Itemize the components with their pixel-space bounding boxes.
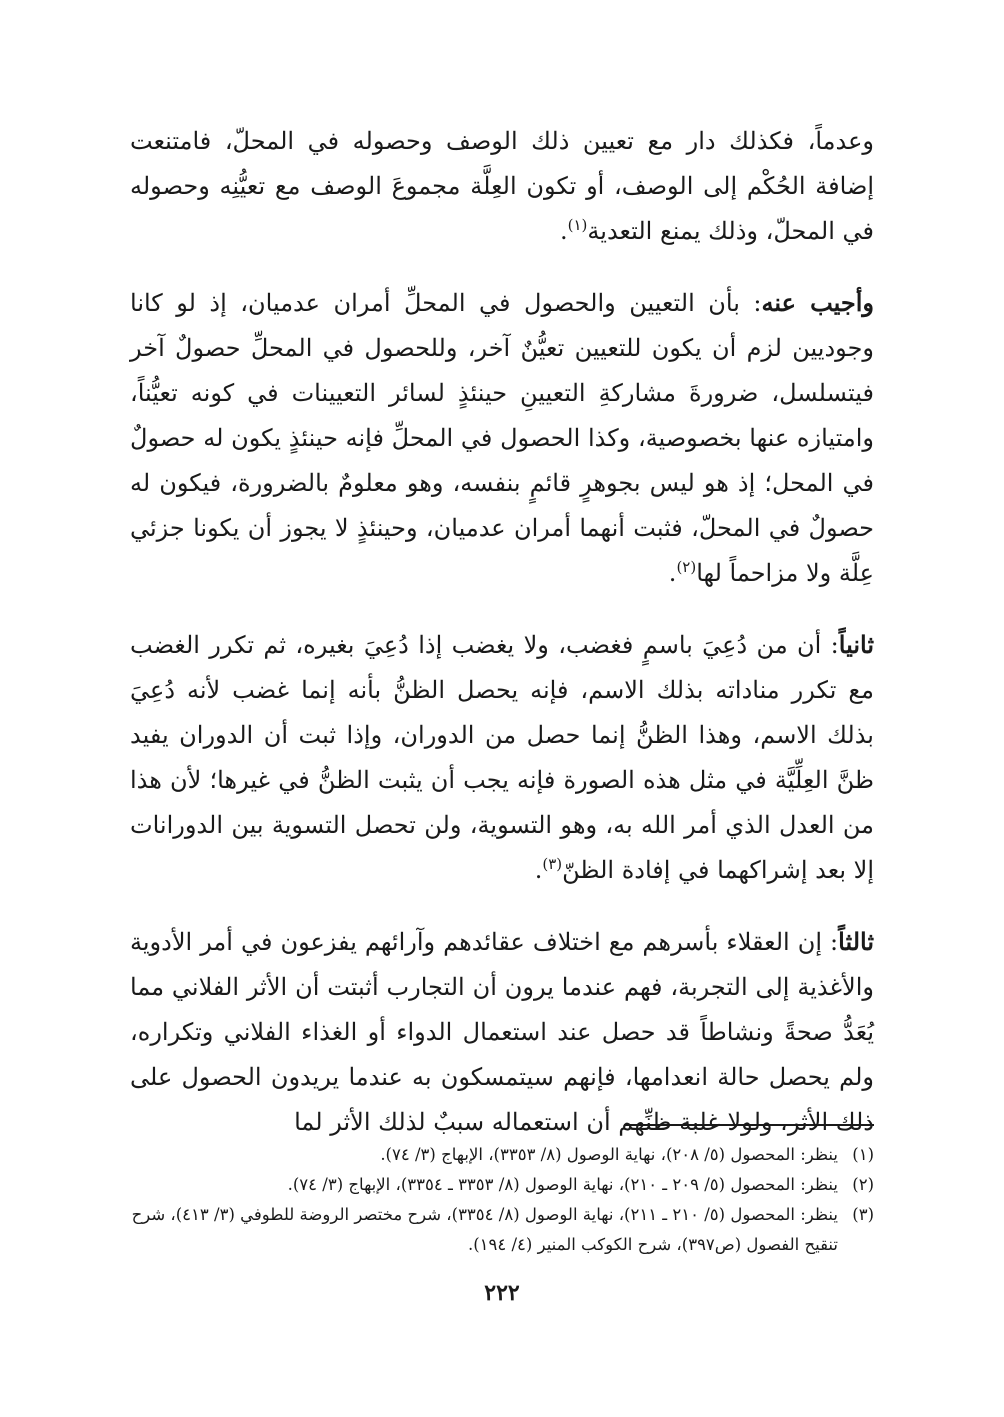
footnotes bbox=[130, 1140, 874, 1260]
paragraph-end: . bbox=[534, 856, 543, 884]
page-number: ٢٢٢ bbox=[484, 1280, 520, 1306]
footnote-reference[interactable]: (٣) bbox=[542, 855, 563, 873]
footnote-number: (٢) bbox=[852, 1175, 874, 1194]
footnote-text: ينظر: المحصول (٥/ ٢١٠ ـ ٢١١)، نهاية الوصول (٨/ ٣٣٥٤)، شرح مختصر الروضة للطوفي (٣/ ٤١٣)، شرح تنقيح الفصول (ص٣٩٧)، شرح الكوكب المنير (٤/ ١٩٤). bbox=[131, 1205, 838, 1254]
paragraph-lead: وأجيب عنه bbox=[761, 288, 875, 317]
footnote-2 bbox=[130, 1170, 874, 1200]
footnote-reference[interactable]: (١) bbox=[567, 216, 588, 234]
paragraph-2 bbox=[130, 280, 874, 596]
footnote-number: (٣) bbox=[852, 1205, 874, 1224]
paragraph-text: : إن العقلاء بأسرهم مع اختلاف عقائدهم وآرائهم يفزعون في أمر الأدوية والأغذية إلى التجربة، فهم عندما يرون أن التجارب أثبتت أن الأثر الفلاني مما يُعَدُّ صحةً ونشاطاً قد حصل عند استعمال الدواء أو الغذاء الفلاني وتكراره، ولم يحصل حالة انعدامها، فإنهم سيتمسكون به عندما يريدون الحصول على ذلك الأثر، ولولا غلبة ظنِّهم أن استعماله سببٌ لذلك الأثر لما bbox=[130, 928, 874, 1136]
paragraph-end: . bbox=[668, 559, 677, 587]
paragraph-1 bbox=[130, 118, 874, 254]
footnote-reference[interactable]: (٢) bbox=[676, 558, 697, 576]
footnote-number: (١) bbox=[852, 1145, 874, 1164]
paragraph-4 bbox=[130, 919, 874, 1145]
footnote-1 bbox=[130, 1140, 874, 1170]
paragraph-text: : أن من دُعِيَ باسمٍ فغضب، ولا يغضب إذا دُعِيَ بغيره، ثم تكرر الغضب مع تكرر مناداته بذلك الاسم، فإنه يحصل الظنُّ بأنه إنما غضب لأنه دُعِيَ بذلك الاسم، وهذا الظنُّ إنما حصل من الدوران، وإذا ثبت أن الدوران يفيد ظنَّ العِلِّيَّة في مثل هذه الصورة فإنه يجب أن يثبت الظنُّ في غيرها؛ لأن هذا من العدل الذي أمر الله به، وهو التسوية، ولن تحصل التسوية بين الدورانات إلا بعد إشراكهما في إفادة الظنّ bbox=[130, 631, 874, 884]
paragraph-lead: ثانياً bbox=[838, 630, 874, 659]
paragraph-3 bbox=[130, 622, 874, 893]
footnote-separator bbox=[624, 1124, 874, 1126]
footnote-3 bbox=[130, 1200, 874, 1260]
body-text bbox=[130, 118, 874, 1171]
footnote-text: ينظر: المحصول (٥/ ٢٠٨)، نهاية الوصول (٨/ ٣٣٥٣)، الإبهاج (٣/ ٧٤). bbox=[380, 1145, 838, 1164]
paragraph-end: . bbox=[559, 217, 568, 245]
paragraph-lead: ثالثاً bbox=[838, 927, 874, 956]
footnote-text: ينظر: المحصول (٥/ ٢٠٩ ـ ٢١٠)، نهاية الوصول (٨/ ٣٣٥٣ ـ ٣٣٥٤)، الإبهاج (٣/ ٧٤). bbox=[287, 1175, 838, 1194]
paragraph-text: : بأن التعيين والحصول في المحلِّ أمران عدميان، إذ لو كانا وجوديين لزم أن يكون للتعيين تعيُّنٌ آخر، وللحصول في المحلِّ حصولٌ آخر فيتسلسل، ضرورةَ مشاركةِ التعيينِ حينئذٍ لسائر التعيينات في كونه تعيُّناً، وامتيازه عنها بخصوصية، وكذا الحصول في المحلِّ فإنه حينئذٍ يكون له حصولٌ في المحل؛ إذ هو ليس بجوهرٍ قائمٍ بنفسه، وهو معلومٌ بالضرورة، فيكون له حصولٌ في المحلّ، فثبت أنهما أمران عدميان، وحينئذٍ لا يجوز أن يكونا جزئي عِلَّة ولا مزاحماً لها bbox=[130, 289, 874, 587]
paragraph-text: وعدماً، فكذلك دار مع تعيين ذلك الوصف وحصوله في المحلّ، فامتنعت إضافة الحُكْم إلى الوصف، أو تكون العِلَّة مجموعَ الوصف مع تعيُّنِه وحصوله في المحلّ، وذلك يمنع التعدية bbox=[130, 127, 874, 245]
